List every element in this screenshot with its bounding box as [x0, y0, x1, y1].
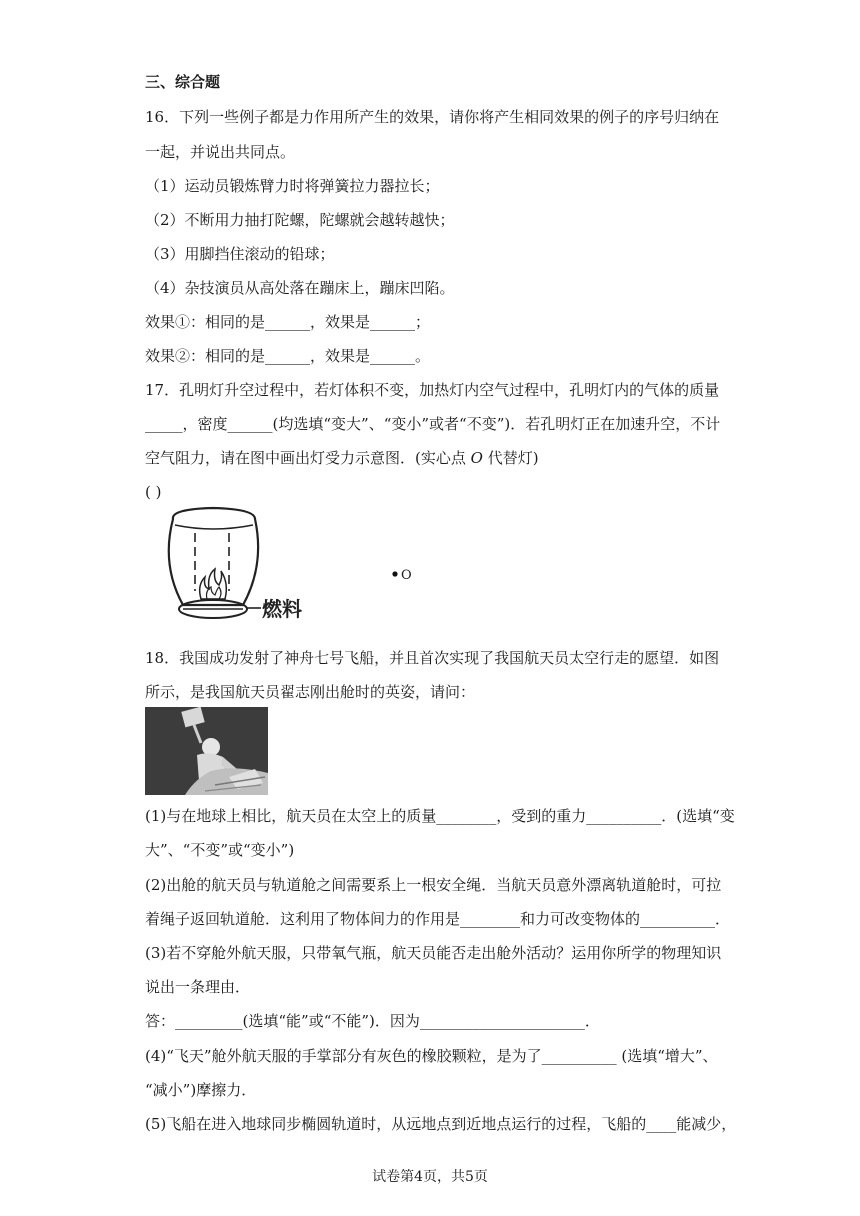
q18-line-1: 18．我国成功发射了神舟七号飞船，并且首次实现了我国航天员太空行走的愿望．如图 — [145, 649, 720, 667]
q17-line-1: 17．孔明灯升空过程中，若灯体积不变，加热灯内空气过程中，孔明灯内的气体的质量 — [145, 381, 720, 399]
q18-part-3-a: (3)若不穿舱外航天服，只带氧气瓶，航天员能否走出舱外活动？运用你所学的物理知识 — [145, 944, 722, 962]
section-title: 三、综合题 — [145, 73, 221, 91]
q18-part-3-answer: 答：_________(选填“能”或“不能”)．因为______________________． — [145, 1012, 600, 1030]
point-o-label: O — [401, 568, 412, 583]
q18-part-1-a: (1)与在地球上相比，航天员在太空上的质量________，受到的重力__________．(选填“变 — [145, 807, 735, 825]
q17-line-2: _____，密度______(均选填“变大”、“变小”或者“不变”)．若孔明灯正在加速升空，不计 — [145, 415, 721, 433]
q16-line-1: 16．下列一些例子都是力作用所产生的效果，请你将产生相同效果的例子的序号归纳在 — [145, 108, 720, 126]
q16-item-3: （3）用脚挡住滚动的铅球； — [145, 245, 335, 263]
astronaut-photo — [145, 707, 268, 795]
page-footer: 试卷第4页，共5页 — [372, 1169, 488, 1185]
q17-line-3-end: 代替灯) — [487, 449, 539, 467]
q18-part-4-b: “减小”)摩擦力． — [145, 1081, 257, 1099]
solid-point-o — [390, 565, 420, 585]
flame-icon — [200, 569, 227, 599]
q17-answer-blank: ( ) — [145, 483, 162, 501]
q17-line-3-text: 空气阻力，请在图中画出灯受力示意图．(实心点 — [145, 449, 466, 467]
q16-effect-2: 效果②：相同的是______，效果是______。 — [145, 347, 431, 365]
q18-part-3-b: 说出一条理由． — [145, 978, 251, 996]
q18-part-4-a: (4)“飞天”舱外航天服的手掌部分有灰色的橡胶颗粒，是为了__________ (选填“增大”、 — [145, 1047, 718, 1065]
q16-item-4: （4）杂技演员从高处落在蹦床上，蹦床凹陷。 — [145, 279, 455, 297]
q16-effect-1: 效果①：相同的是______，效果是______； — [145, 313, 431, 331]
q16-line-2: 一起，并说出共同点。 — [145, 143, 296, 161]
q17-point-variable: O — [470, 449, 483, 467]
q18-part-2-a: (2)出舱的航天员与轨道舱之间需要系上一根安全绳．当航天员意外漂离轨道舱时，可拉 — [145, 876, 722, 894]
q18-part-2-b: 着绳子返回轨道舱．这利用了物体间力的作用是________和力可改变物体的__________． — [145, 910, 731, 928]
q18-line-2: 所示，是我国航天员翟志刚出舱时的英姿，请问： — [145, 683, 476, 701]
q17-line-3 — [145, 448, 539, 468]
fuel-label: 燃料 — [262, 597, 302, 621]
q16-item-2: （2）不断用力抽打陀螺，陀螺就会越转越快； — [145, 211, 455, 229]
q18-part-1-b: 大”、“不变”或“变小”) — [145, 841, 295, 859]
sky-lantern-figure — [143, 505, 323, 630]
q16-item-1: （1）运动员锻炼臂力时将弹簧拉力器拉长； — [145, 177, 440, 195]
q18-part-5-a: (5)飞船在进入地球同步椭圆轨道时，从远地点到近地点运行的过程，飞船的____能减少， — [145, 1115, 737, 1133]
